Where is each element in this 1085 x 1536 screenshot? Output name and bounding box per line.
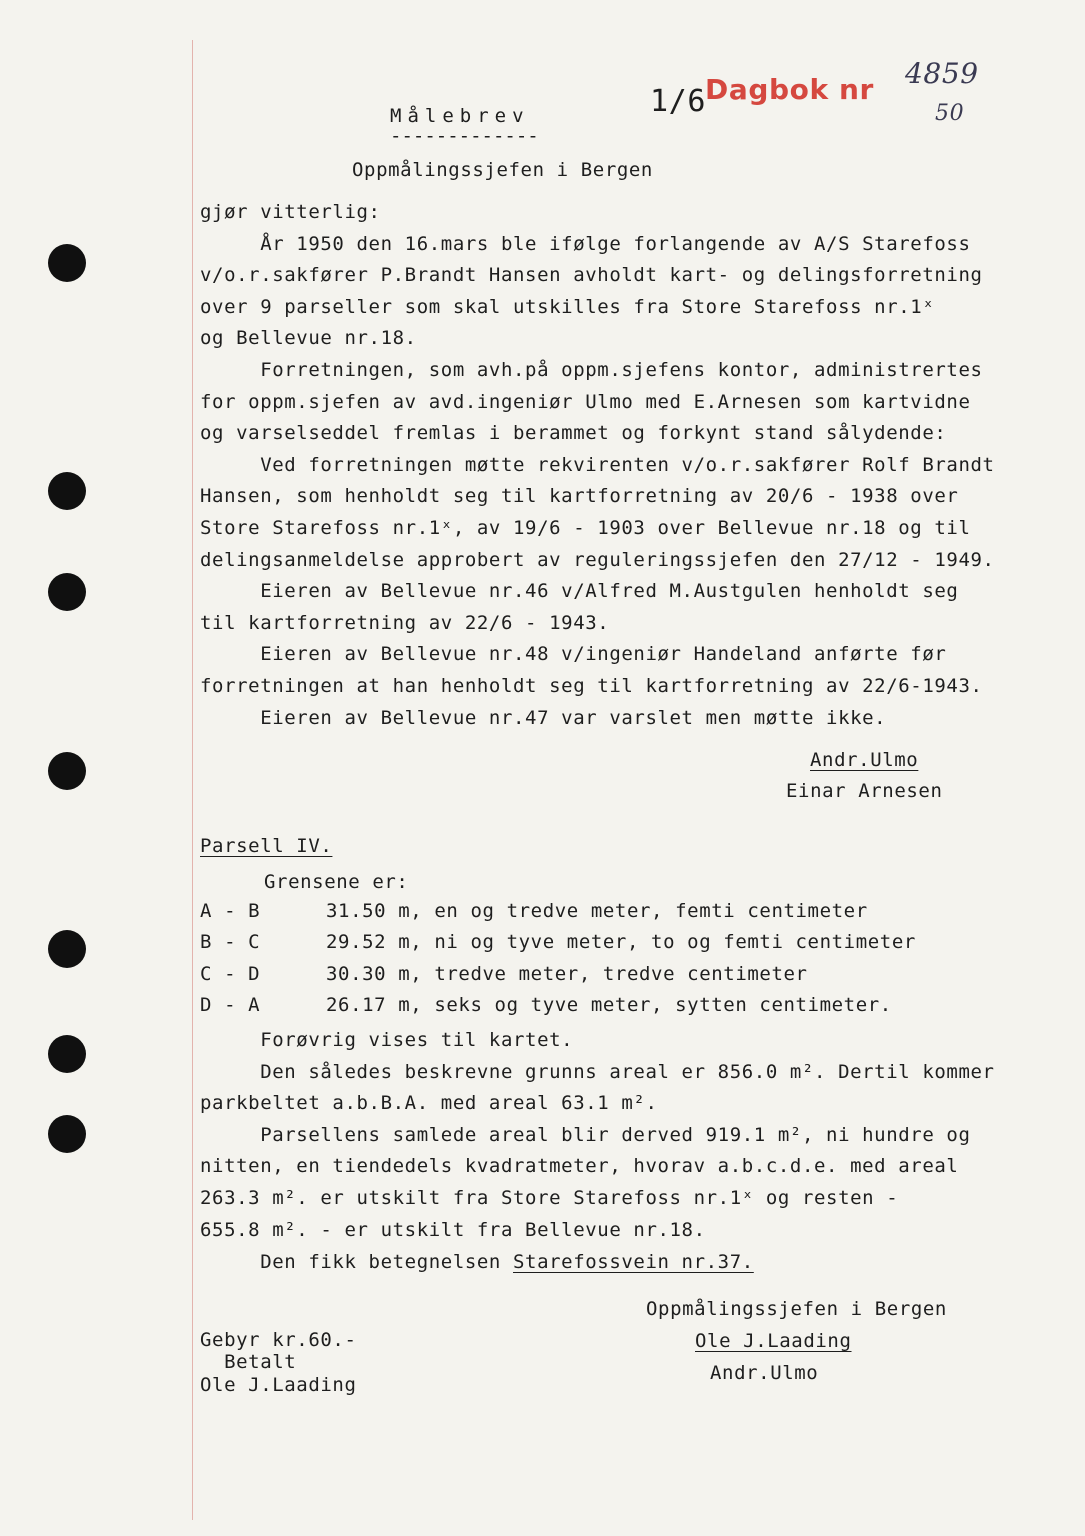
punch-hole (48, 472, 86, 510)
text-line: til kartforretning av 22/6 - 1943. (200, 611, 610, 634)
margin-line (192, 40, 193, 1520)
text-line: og Bellevue nr.18. (200, 327, 417, 350)
punch-hole (48, 244, 86, 282)
issuer: Oppmålingssjefen i Bergen (352, 159, 653, 181)
title-underline: ------------- (390, 125, 539, 147)
boundary-segment: B - C (200, 931, 261, 954)
text-line: Forretningen, som avh.på oppm.sjefens kontor, administrertes (200, 359, 983, 381)
designation-prefix: Den fikk betegnelsen (200, 1251, 514, 1273)
text-line: og varselseddel fremlas i berammet og forkynt stand sålydende: (200, 422, 947, 445)
punch-hole (48, 930, 86, 968)
handwritten-number: 4859 (905, 57, 979, 90)
text-line: 263.3 m². er utskilt fra Store Starefoss nr.1ˣ og resten - (200, 1187, 899, 1209)
footer-issuer: Oppmålingssjefen i Bergen (646, 1298, 947, 1320)
handwritten-year: 50 (935, 101, 965, 126)
punch-hole (48, 1035, 86, 1073)
text-line: gjør vitterlig: (200, 201, 381, 223)
footer-signature-ulmo: Andr.Ulmo (710, 1362, 819, 1384)
text-line: for oppm.sjefen av avd.ingeniør Ulmo med E.Arnesen som kartvidne (200, 390, 971, 413)
designation-line (200, 1250, 754, 1274)
text-line: v/o.r.sakfører P.Brandt Hansen avholdt kart- og delingsforretning (200, 264, 983, 287)
text-line: Parsellens samlede areal blir derved 919.1 m², ni hundre og (200, 1123, 971, 1146)
fee-line: Gebyr kr.60.- (200, 1329, 357, 1351)
text-line: over 9 parseller som skal utskilles fra Store Starefoss nr.1ˣ (200, 295, 935, 318)
text-line: Hansen, som henholdt seg til kartforretning av 20/6 - 1938 over (200, 485, 959, 508)
boundary-segment: A - B (200, 900, 261, 922)
dagbok-stamp: Dagbok nr (705, 73, 874, 106)
text-line: Eieren av Bellevue nr.48 v/ingeniør Handeland anførte før (200, 643, 947, 666)
boundary-length: 26.17 m, seks og tyve meter, sytten centimeter. (326, 993, 892, 1016)
document-title: Målebrev (390, 105, 530, 127)
boundary-length: 31.50 m, en og tredve meter, femti centimeter (326, 900, 868, 922)
boundary-length: 30.30 m, tredve meter, tredve centimeter (326, 962, 808, 985)
punch-hole (48, 1115, 86, 1153)
text-line: Ved forretningen møtte rekvirenten v/o.r.sakfører Rolf Brandt (200, 453, 995, 476)
text-line: Eieren av Bellevue nr.46 v/Alfred M.Austgulen henholdt seg (200, 580, 959, 603)
handwritten-date: 1/6 (650, 84, 706, 119)
punch-hole (48, 573, 86, 611)
boundary-length: 29.52 m, ni og tyve meter, to og femti centimeter (326, 931, 916, 954)
text-line: parkbeltet a.b.B.A. med areal 63.1 m². (200, 1092, 658, 1115)
text-line: forretningen at han henholdt seg til kartforretning av 22/6-1943. (200, 675, 983, 697)
text-line: nitten, en tiendedels kvadratmeter, hvorav a.b.c.d.e. med areal (200, 1155, 959, 1178)
fee-signature: Ole J.Laading (200, 1374, 357, 1396)
text-line: År 1950 den 16.mars ble ifølge forlangende av A/S Starefoss (200, 232, 971, 255)
parsell-heading: Parsell IV. (200, 835, 333, 857)
signature-arnesen: Einar Arnesen (786, 780, 943, 802)
text-line: Eieren av Bellevue nr.47 var varslet men møtte ikke. (200, 706, 887, 729)
text-line: Forøvrig vises til kartet. (200, 1029, 574, 1051)
text-line: Store Starefoss nr.1ˣ, av 19/6 - 1903 over Bellevue nr.18 og til (200, 517, 971, 539)
text-line: delingsanmeldelse approbert av reguleringssjefen den 27/12 - 1949. (200, 548, 995, 571)
boundary-segment: D - A (200, 993, 261, 1016)
text-line: Den således beskrevne grunns areal er 856.0 m². Dertil kommer (200, 1060, 995, 1083)
fee-paid: Betalt (200, 1351, 297, 1373)
boundary-segment: C - D (200, 962, 261, 985)
boundaries-intro: Grensene er: (264, 871, 409, 893)
designation-name: Starefossvein nr.37. (513, 1251, 754, 1273)
punch-hole (48, 752, 86, 790)
footer-signature-laading: Ole J.Laading (695, 1330, 852, 1352)
signature-ulmo: Andr.Ulmo (810, 749, 919, 771)
text-line: 655.8 m². - er utskilt fra Bellevue nr.18. (200, 1218, 706, 1241)
